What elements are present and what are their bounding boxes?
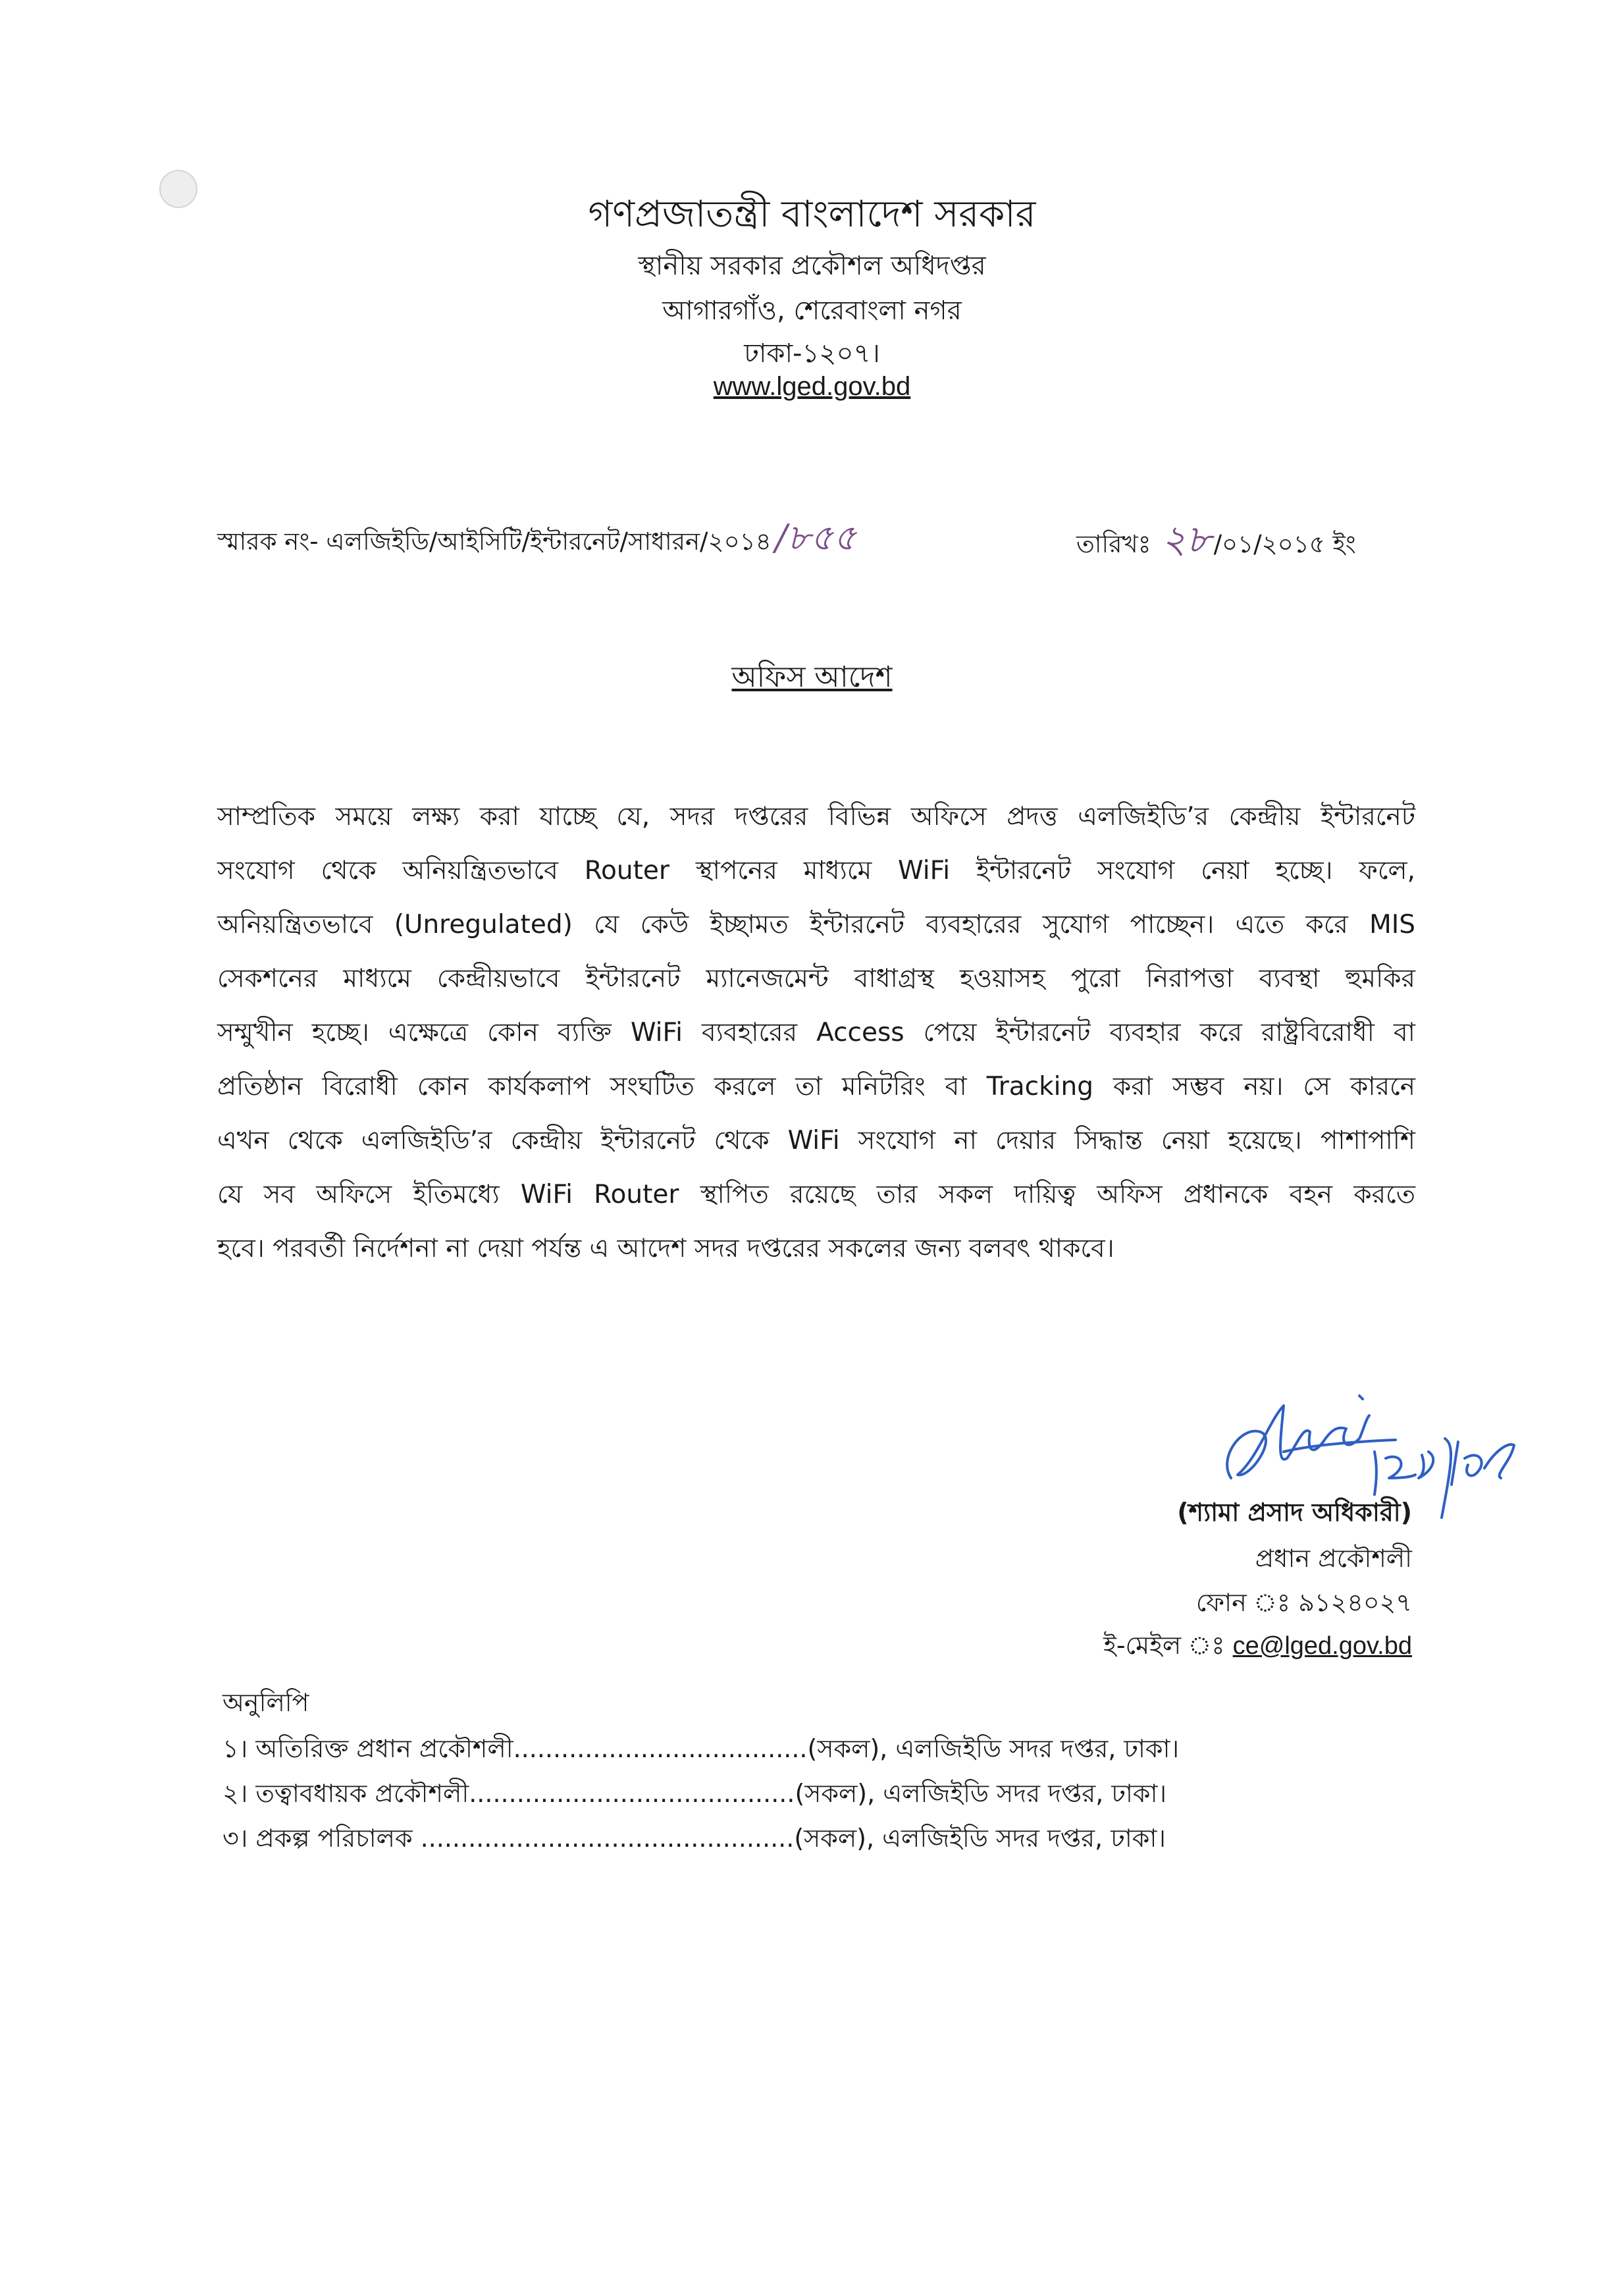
body-line: হবে। পরবর্তী নির্দেশনা না দেয়া পর্যন্ত এ আদেশ সদর দপ্তরের সকলের জন্য বলবৎ থাকবে।	[217, 1234, 1114, 1263]
signatory-name: (শ্যামা প্রসাদ অধিকারী)	[1177, 1498, 1412, 1527]
order-body	[217, 790, 1415, 1276]
body-line: সংযোগ থেকে অনিয়ন্ত্রিতভাবে Router স্থাপনের মাধ্যমে WiFi ইন্টারনেট সংযোগ নেয়া হচ্ছে। ফলে,	[217, 856, 1415, 886]
website-link[interactable]: www.lged.gov.bd	[713, 372, 911, 401]
signatory-email	[885, 1626, 1412, 1668]
office-address: আগারগাঁও, শেরেবাংলা নগর	[662, 296, 962, 326]
date-rest: /০১/২০১৫ ইং	[1213, 530, 1356, 558]
memo-prefix: স্মারক নং- এলজিইডি/আইসিটি/ইন্টারনেট/সাধারন/২০১৪	[217, 527, 772, 556]
office-city: ঢাকা-১২০৭।	[744, 338, 880, 369]
body-line: সেকশনের মাধ্যমে কেন্দ্রীয়ভাবে ইন্টারনেট ম্যানেজমেন্ট বাধাগ্রস্থ হওয়াসহ পুরো নিরাপত্তা ব্যবস্থা হুমকির	[217, 964, 1415, 993]
copy-to-label: অনুলিপি	[223, 1688, 309, 1717]
email-label: ই-মেইল ঃ	[1103, 1631, 1233, 1660]
body-line: যে সব অফিসে ইতিমধ্যে WiFi Router স্থাপিত রয়েছে তার সকল দায়িত্ব অফিস প্রধানকে বহন করতে	[217, 1180, 1415, 1209]
date-label: তারিখঃ	[1076, 530, 1151, 558]
body-line: সাম্প্রতিক সময়ে লক্ষ্য করা যাচ্ছে যে, সদর দপ্তরের বিভিন্ন অফিসে প্রদত্ত এলজিইডি’র কেন্দ্রীয় ইন্টারনেট	[217, 802, 1415, 832]
copy-to-item: ২। তত্বাবধায়ক প্রকৌশলী.........................................(সকল), এলজিইডি সদর দপ্তর, ঢাকা।	[223, 1779, 1167, 1808]
copy-to-item: ১। অতিরিক্ত প্রধান প্রকৌশলী.....................................(সকল), এলজিইডি সদর দপ্তর, ঢাকা।	[223, 1734, 1180, 1763]
memo-handwritten-number: /৮৫৫	[775, 517, 856, 558]
order-title-text: অফিস আদেশ	[731, 660, 893, 694]
copy-to-section	[223, 1679, 1342, 1861]
department-name: স্থানীয় সরকার প্রকৌশল অধিদপ্তর	[638, 251, 986, 281]
signatory-phone: ফোন ঃ ৯১২৪০২৭	[1195, 1588, 1412, 1617]
body-line: প্রতিষ্ঠান বিরোধী কোন কার্যকলাপ সংঘটিত করলে তা মনিটরিং বা Tracking করা সম্ভব নয়। সে কারনে	[217, 1072, 1415, 1101]
order-title	[0, 655, 1624, 703]
copy-to-item: ৩। প্রকল্প পরিচালক ...............................................(সকল), এলজিইডি সদর দপ্তর, ঢাকা।	[223, 1824, 1166, 1853]
date-day-handwritten: ২৮	[1161, 517, 1211, 562]
body-line: এখন থেকে এলজিইডি’র কেন্দ্রীয় ইন্টারনেট থেকে WiFi সংযোগ না দেয়ার সিদ্ধান্ত নেয়া হয়েছে। পাশাপাশি	[217, 1126, 1415, 1155]
email-link[interactable]: ce@lged.gov.bd	[1232, 1632, 1412, 1660]
signatory-designation: প্রধান প্রকৌশলী	[1255, 1544, 1412, 1573]
memo-date	[1076, 510, 1356, 574]
government-title: গণপ্রজাতন্ত্রী বাংলাদেশ সরকার	[588, 193, 1036, 236]
memo-reference	[217, 510, 856, 570]
body-line: সম্মুখীন হচ্ছে। এক্ষেত্রে কোন ব্যক্তি WiFi ব্যবহারের Access পেয়ে ইন্টারনেট ব্যবহার করে রাষ্ট্রবিরোধী বা	[217, 1018, 1415, 1047]
body-line: অনিয়ন্ত্রিতভাবে (Unregulated) যে কেউ ইচ্ছামত ইন্টারনেট ব্যবহারের সুযোগ পাচ্ছেন। এতে করে MIS	[217, 910, 1415, 940]
